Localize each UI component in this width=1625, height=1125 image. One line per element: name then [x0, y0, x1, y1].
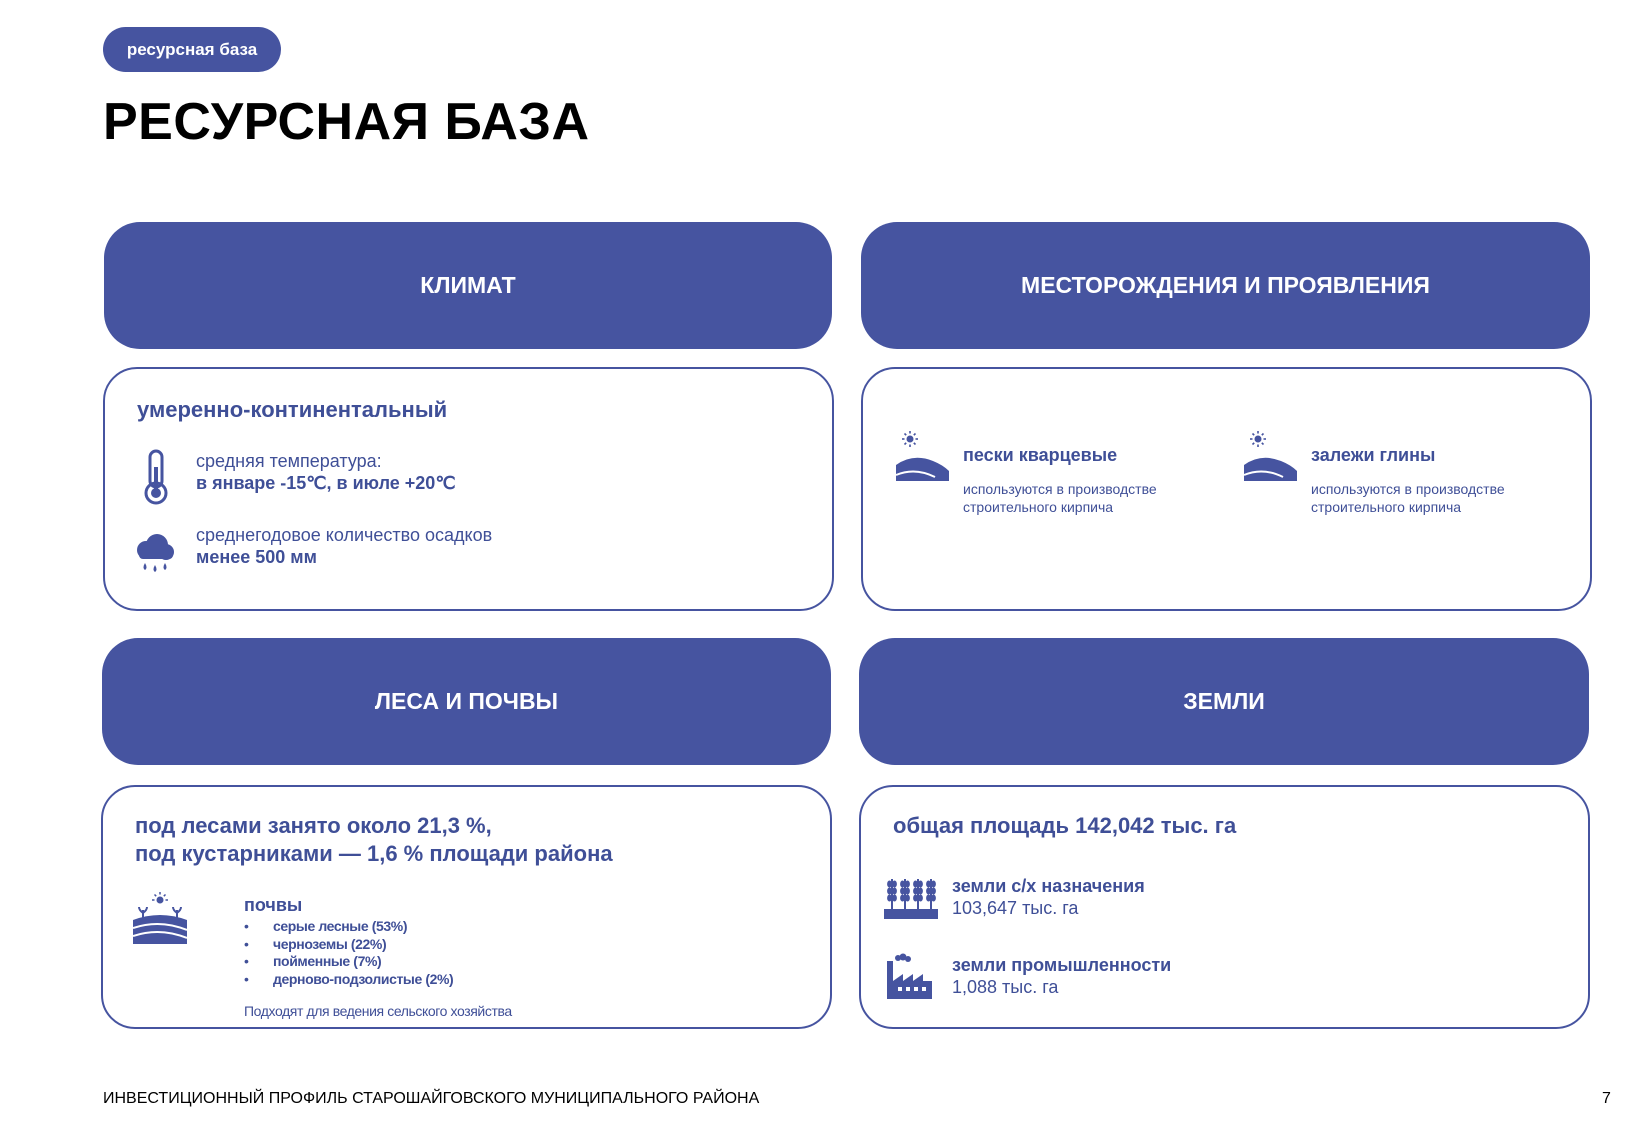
precipitation-label: среднегодовое количество осадков [196, 525, 493, 545]
soils-note: Подходят для ведения сельского хозяйства [244, 1003, 512, 1019]
climate-card [103, 367, 834, 611]
land-value: 1,088 тыс. га [952, 977, 1059, 997]
fields-icon [133, 892, 187, 944]
footer-text: ИНВЕСТИЦИОННЫЙ ПРОФИЛЬ СТАРОШАЙГОВСКОГО МУНИЦИПАЛЬНОГО РАЙОНА [103, 1090, 760, 1107]
rain-cloud-icon [133, 534, 177, 576]
section-tag: ресурсная база [103, 27, 281, 72]
land-value: 103,647 тыс. га [952, 898, 1079, 918]
soils-list [244, 918, 453, 988]
thermometer-icon [143, 449, 169, 505]
land-name: земли промышленности [952, 955, 1172, 975]
lands-header [859, 638, 1589, 765]
page-title: РЕСУРСНАЯ БАЗА [103, 93, 590, 151]
land-name: земли с/х назначения [952, 876, 1145, 896]
factory-icon [884, 953, 934, 999]
lands-card [859, 785, 1590, 1029]
list-item: • серые лесные (53%) [244, 918, 453, 936]
wheat-icon [884, 873, 938, 921]
shrub-coverage: под кустарниками — 1,6 % площади района [135, 841, 613, 866]
list-item: • пойменные (7%) [244, 953, 453, 971]
deposit-name: залежи глины [1311, 445, 1436, 465]
deposit-name: пески кварцевые [963, 445, 1118, 465]
soils-title: почвы [244, 895, 303, 915]
deposits-header [861, 222, 1590, 349]
sand-dunes-icon [895, 431, 949, 481]
forests-card [101, 785, 832, 1029]
climate-header-label: КЛИМАТ [420, 272, 516, 298]
climate-header [104, 222, 832, 349]
forest-coverage: под лесами занято около 21,3 %, [135, 813, 492, 838]
clay-deposit-icon [1243, 431, 1297, 481]
temperature-value: в январе -15℃, в июле +20℃ [196, 473, 456, 493]
total-area: общая площадь 142,042 тыс. га [893, 813, 1237, 838]
deposit-description: используются в производстве строительного кирпича [963, 481, 1157, 515]
forests-header [102, 638, 831, 765]
temperature-label: средняя температура: [196, 451, 382, 471]
climate-type: умеренно-континентальный [137, 397, 448, 422]
deposits-card [861, 367, 1592, 611]
forests-header-label: ЛЕСА И ПОЧВЫ [374, 688, 559, 714]
list-item: • черноземы (22%) [244, 936, 453, 954]
precipitation-value: менее 500 мм [196, 547, 317, 567]
list-item: • дерново-подзолистые (2%) [244, 971, 453, 989]
deposits-header-label: МЕСТОРОЖДЕНИЯ И ПРОЯВЛЕНИЯ [1021, 272, 1430, 298]
deposit-description: используются в производстве строительного кирпича [1311, 481, 1505, 515]
lands-header-label: ЗЕМЛИ [1183, 688, 1265, 714]
page-number: 7 [1602, 1090, 1611, 1107]
